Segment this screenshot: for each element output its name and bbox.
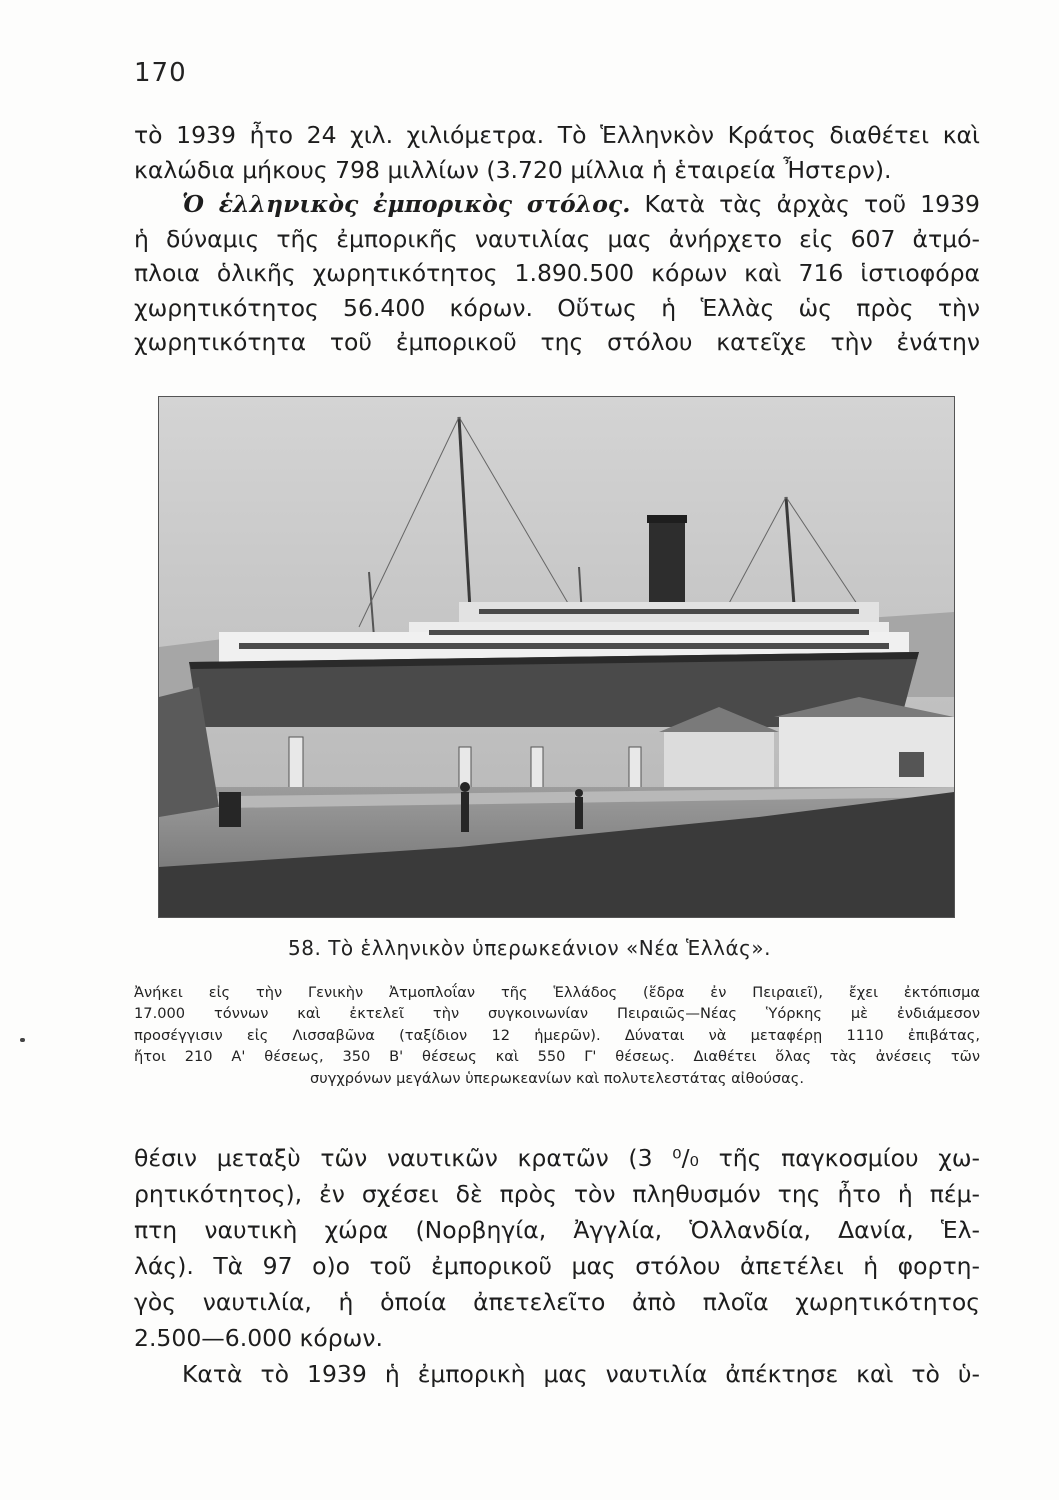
- text-line: καλώδια μήκους 798 μιλλίων (3.720 μίλλια ἡ ἑταιρεία Ἦστερν).: [134, 155, 892, 184]
- text-line: πτη ναυτικὴ χώρα (Νορβηγία, Ἀγγλία, Ὁλλανδία, Δανία, Ἑλ-: [134, 1216, 980, 1244]
- text-line: γὸς ναυτιλία, ἡ ὁποία ἀπετελεῖτο ἀπὸ πλοῖα χωρητικότητος: [134, 1288, 980, 1316]
- section-heading: Ὁ ἑλληνικὸς ἐμπορικὸς στόλος.: [182, 190, 631, 218]
- caption-line: ἤτοι 210 Α' θέσεως, 350 Β' θέσεως καὶ 550 Γ' θέσεως. Διαθέτει ὅλας τὰς ἀνέσεις τῶν: [134, 1048, 980, 1066]
- caption-line: προσέγγισιν εἰς Λισσαβῶνα (ταξίδιον 12 ἡμερῶν). Δύναται νὰ μεταφέρῃ 1110 ἐπιβάτας,: [134, 1026, 980, 1044]
- steamship-photo-icon: [159, 397, 954, 917]
- page-number: 170: [134, 58, 187, 88]
- text-line: χωρητικότητα τοῦ ἐμπορικοῦ της στόλου κατεῖχε τὴν ἐνάτην: [134, 328, 980, 356]
- text-fragment: Κατὰ τὰς ἀρχὰς τοῦ 1939: [630, 190, 980, 218]
- caption-body: [134, 982, 980, 1089]
- text-line: ρητικότητος), ἐν σχέσει δὲ πρὸς τὸν πληθυσμόν της ἦτο ἡ πέμ-: [134, 1180, 980, 1208]
- text-line: Κατὰ τὸ 1939 ἡ ἐμπορικὴ μας ναυτιλία ἀπέκτησε καὶ τὸ ὑ-: [182, 1360, 980, 1388]
- text-line: πλοια ὁλικῆς χωρητικότητος 1.890.500 κόρων καὶ 716 ἱστιοφόρα: [134, 259, 980, 287]
- text-line: 2.500—6.000 κόρων.: [134, 1324, 383, 1352]
- margin-mark: [20, 1038, 25, 1042]
- text-line: τὸ 1939 ἦτο 24 χιλ. χιλιόμετρα. Τὸ Ἑλληνκὸν Κράτος διαθέτει καὶ: [134, 121, 980, 149]
- text-line: θέσιν μεταξὺ τῶν ναυτικῶν κρατῶν (3 ⁰/₀ τῆς παγκοσμίου χω-: [134, 1144, 980, 1172]
- caption-line: 17.000 τόννων καὶ ἐκτελεῖ τὴν συγκοινωνίαν Πειραιῶς—Νέας Ὑόρκης μὲ ἐνδιάμεσον: [134, 1005, 980, 1023]
- caption-title: 58. Τὸ ἑλληνικὸν ὑπερωκεάνιον «Νέα Ἑλλάς».: [288, 936, 771, 960]
- caption-line: συγχρόνων μεγάλων ὑπερωκεανίων καὶ πολυτελεστάτας αἰθούσας.: [310, 1069, 804, 1087]
- caption-line: Ἀνήκει εἰς τὴν Γενικὴν Ἀτμοπλοΐαν τῆς Ἑλλάδος (ἕδρα ἐν Πειραιεῖ), ἔχει ἐκτόπισμα: [134, 984, 980, 1001]
- top-paragraph: [134, 118, 980, 360]
- steamship-photo: [158, 396, 955, 918]
- text-line: χωρητικότητος 56.400 κόρων. Οὕτως ἡ Ἑλλὰς ὡς πρὸς τὴν: [134, 293, 980, 322]
- text-line: ἡ δύναμις τῆς ἐμπορικῆς ναυτιλίας μας ἀνήρχετο εἰς 607 ἀτμό-: [134, 224, 980, 253]
- text-line: [134, 187, 980, 222]
- bottom-paragraph: [134, 1140, 980, 1392]
- text-line: λάς). Τὰ 97 ο)ο τοῦ ἐμπορικοῦ μας στόλου ἀπετέλει ἡ φορτη-: [134, 1252, 980, 1280]
